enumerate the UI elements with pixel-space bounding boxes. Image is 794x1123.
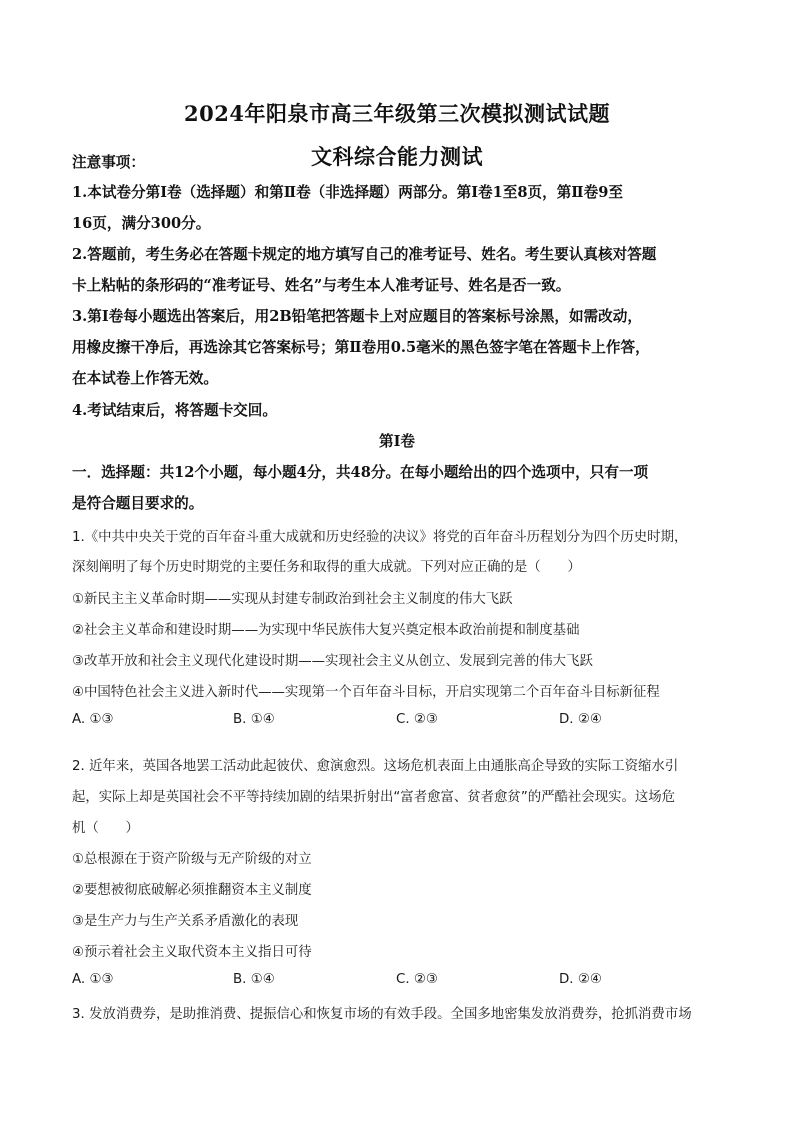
question-2-item: ②要想被彻底破解必须推翻资本主义制度 <box>72 883 312 898</box>
question-1-stem-line: 1.《中共中央关于党的百年奋斗重大成就和历史经验的决议》将党的百年奋斗历程划分为四个历史时期， <box>72 530 688 545</box>
question-1-option-d: D. ②④ <box>559 712 602 727</box>
question-2-option-d: D. ②④ <box>559 972 602 987</box>
question-1-option-c: C. ②③ <box>396 712 438 727</box>
question-2-item: ①总根源在于资产阶级与无产阶级的对立 <box>72 852 312 867</box>
notice-line: 卡上粘帖的条形码的“准考证号、姓名”与考生本人准考证号、姓名是否一致。 <box>72 277 571 294</box>
question-2-stem-line: 机（ ） <box>72 821 139 836</box>
question-1-item: ③改革开放和社会主义现代化建设时期——实现社会主义从创立、发展到完善的伟大飞跃 <box>72 654 593 669</box>
notice-line: 16页，满分300分。 <box>72 215 211 232</box>
question-2-item: ③是生产力与生产关系矛盾激化的表现 <box>72 914 299 929</box>
question-1-item: ②社会主义革命和建设时期——为实现中华民族伟大复兴奠定根本政治前提和制度基础 <box>72 623 580 638</box>
section-heading-line: 一．选择题：共12个小题，每小题4分，共48分。在每小题给出的四个选项中，只有一项 <box>72 464 649 481</box>
exam-title: 2024年阳泉市高三年级第三次模拟测试试题 <box>184 101 610 126</box>
question-3-stem-line: 3. 发放消费券，是助推消费、提振信心和恢复市场的有效手段。全国多地密集发放消费券，抢抓消费市场 <box>72 1007 692 1022</box>
question-1-option-b: B. ①④ <box>233 712 275 727</box>
notice-line: 3.第Ⅰ卷每小题选出答案后，用2B铅笔把答题卡上对应题目的答案标号涂黑，如需改动， <box>72 308 642 325</box>
section-heading-line: 是符合题目要求的。 <box>72 495 204 512</box>
question-2-option-b: B. ①④ <box>233 972 275 987</box>
question-2-stem-line: 起，实际上却是英国社会不平等持续加剧的结果折射出“富者愈富、贫者愈贫”的严酷社会现实。这场危 <box>72 790 676 805</box>
notice-line: 1.本试卷分第Ⅰ卷（选择题）和第Ⅱ卷（非选择题）两部分。第Ⅰ卷1至8页，第Ⅱ卷9至 <box>72 184 623 201</box>
question-1-item: ①新民主主义革命时期——实现从封建专制政治到社会主义制度的伟大飞跃 <box>72 592 513 607</box>
question-2-item: ④预示着社会主义取代资本主义指日可待 <box>72 945 312 960</box>
question-2-stem-line: 2. 近年来，英国各地罢工活动此起彼伏、愈演愈烈。这场危机表面上由通胀高企导致的实际工资缩水引 <box>72 759 679 774</box>
question-1-stem-line: 深刻阐明了每个历史时期党的主要任务和取得的重大成就。下列对应正确的是（ ） <box>72 560 581 575</box>
question-1-item: ④中国特色社会主义进入新时代——实现第一个百年奋斗目标，开启实现第二个百年奋斗目标新征程 <box>72 685 660 700</box>
notice-line: 用橡皮擦干净后，再选涂其它答案标号；第Ⅱ卷用0.5毫米的黑色签字笔在答题卡上作答， <box>72 339 650 356</box>
question-1-option-a: A. ①③ <box>72 712 114 727</box>
notice-line: 4.考试结束后，将答题卡交回。 <box>72 402 277 419</box>
notice-line: 2.答题前，考生务必在答题卡规定的地方填写自己的准考证号、姓名。考生要认真核对答题 <box>72 246 657 263</box>
part-title: 第Ⅰ卷 <box>378 433 415 450</box>
exam-subtitle: 文科综合能力测试 <box>311 144 483 169</box>
question-2-option-a: A. ①③ <box>72 972 114 987</box>
question-2-option-c: C. ②③ <box>396 972 438 987</box>
notice-heading: 注意事项： <box>72 154 145 171</box>
notice-line: 在本试卷上作答无效。 <box>72 370 218 387</box>
